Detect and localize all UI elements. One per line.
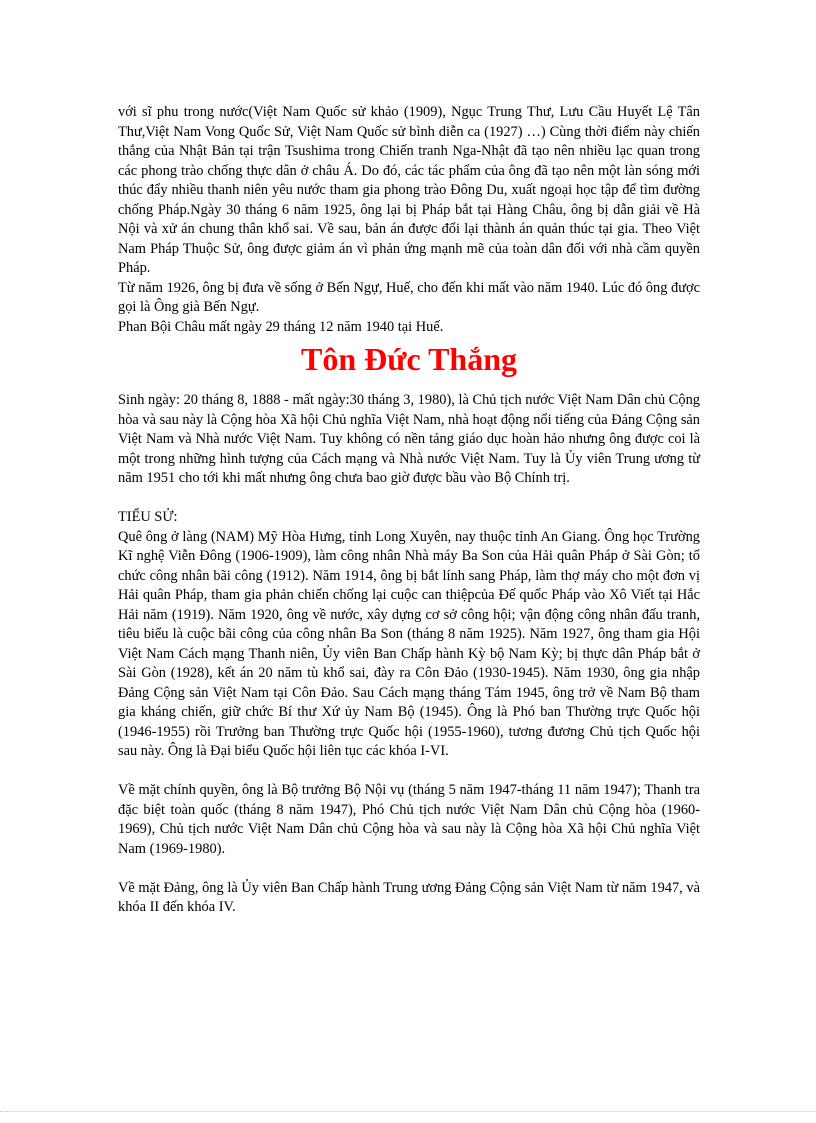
paragraph-spacer bbox=[118, 762, 700, 782]
party-paragraph: Về mặt Đảng, ông là Ủy viên Ban Chấp hành Trung ương Đảng Cộng sản Việt Nam từ năm 1947, và khóa II đến khóa IV. bbox=[118, 879, 700, 915]
page-bottom-divider bbox=[0, 1111, 816, 1112]
bio-intro-paragraph: Sinh ngày: 20 tháng 8, 1888 - mất ngày:30 tháng 3, 1980), là Chủ tịch nước Việt Nam Dân chủ Cộng hòa và sau này là Cộng hòa Xã hội Chủ nghĩa Việt Nam, nhà hoạt động nổi tiếng của Đảng Cộng sản Việt Nam và Nhà nước Việt Nam. Tuy không có nền tảng giáo dục hoàn hảo nhưng ông được coi là một trong những hình tượng của Cách mạng và Nhà nước Việt Nam. Tuy là Ủy viên Trung ương từ năm 1951 cho tới khi mất nhưng ông chưa bao giờ được bầu vào Bộ Chính trị. bbox=[118, 392, 700, 486]
paragraph-spacer bbox=[118, 489, 700, 509]
government-paragraph: Về mặt chính quyền, ông là Bộ trưởng Bộ Nội vụ (tháng 5 năm 1947-tháng 11 năm 1947); Thanh tra đặc biệt toàn quốc (tháng 8 năm 1947), Phó Chủ tịch nước Việt Nam Dân chủ Cộng hòa (1960-1969), Chủ tịch nước Việt Nam Dân chủ Cộng hòa và sau này là Cộng hòa Xã hội Chủ nghĩa Việt Nam (1969-1980). bbox=[118, 782, 700, 857]
intro-paragraph-death: Phan Bội Châu mất ngày 29 tháng 12 năm 1940 tại Huế. bbox=[118, 318, 444, 335]
intro-paragraph-continued: với sĩ phu trong nước(Việt Nam Quốc sử khảo (1909), Ngục Trung Thư, Lưu Cầu Huyết Lệ Tân Thư,Việt Nam Vong Quốc Sử, Việt Nam Quốc sử bình diễn ca (1927) …) Cùng thời điểm này chiến thắng của Nhật Bản tại trận Tsushima trong Chiến tranh Nga-Nhật đã tạo nên nhiều lạc quan trong các phong trào chống thực dân ở châu Á. Do đó, các tác phẩm của ông đã tạo nên một làn sóng mới thúc đẩy nhiều thanh niên yêu nước tham gia phong trào Đông Du, xuất ngoại học tập để tìm đường chống Pháp.Ngày 30 tháng 6 năm 1925, ông lại bị Pháp bắt tại Hàng Châu, ông bị dẫn giải về Hà Nội và xử án chung thân khổ sai. Về sau, bản án được đổi lại thành án quản thúc tại gia. Theo Việt Nam Pháp Thuộc Sử, ông được giảm án vì phản ứng mạnh mẽ của toàn dân đối với nhà cầm quyền Pháp. bbox=[118, 104, 700, 276]
intro-paragraph-ben-ngu: Từ năm 1926, ông bị đưa về sống ở Bến Ngự, Huế, cho đến khi mất vào năm 1940. Lúc đó ông được gọi là Ông già Bến Ngự. bbox=[118, 279, 700, 315]
article-title: Tôn Đức Thắng bbox=[300, 341, 517, 377]
document-page bbox=[118, 103, 700, 918]
paragraph-spacer bbox=[118, 859, 700, 879]
section-heading-tieu-su: TIỂU SỬ: bbox=[118, 509, 178, 525]
bio-body-paragraph: Quê ông ở làng (NAM) Mỹ Hòa Hưng, tỉnh Long Xuyên, nay thuộc tỉnh An Giang. Ông học Trường Kĩ nghệ Viễn Đông (1906-1909), làm công nhân Nhà máy Ba Son của Hải quân Pháp ở Sài Gòn; tổ chức công nhân bãi công (1912). Năm 1914, ông bị bắt lính sang Pháp, làm thợ máy cho một đơn vị Hải quân Pháp, tham gia phản chiến chống lại cuộc can thiệpcủa Đế quốc Pháp vào Xô Viết tại Hắc Hải năm (1919). Năm 1920, ông về nước, xây dựng cơ sở công hội; vận động công nhân đấu tranh, tiêu biểu là cuộc bãi công của công nhân Ba Son (tháng 8 năm 1925). Năm 1927, ông tham gia Hội Việt Nam Cách mạng Thanh niên, Ủy viên Ban Chấp hành Kỳ bộ Nam Kỳ; bị thực dân Pháp bắt ở Sài Gòn (1928), kết án 20 năm tù khổ sai, đày ra Côn Đảo (1930-1945). Năm 1930, ông gia nhập Đảng Cộng sản Việt Nam tại Côn Đảo. Sau Cách mạng tháng Tám 1945, ông trở về Nam Bộ tham gia kháng chiến, giữ chức Bí thư Xứ ủy Nam Bộ (1945). Ông là Phó ban Thường trực Quốc hội (1946-1955) rồi Trưởng ban Thường trực Quốc hội (1955-1960), tương đương Chủ tịch Quốc hội sau này. Ông là Đại biểu Quốc hội liên tục các khóa I-VI. bbox=[118, 528, 700, 759]
